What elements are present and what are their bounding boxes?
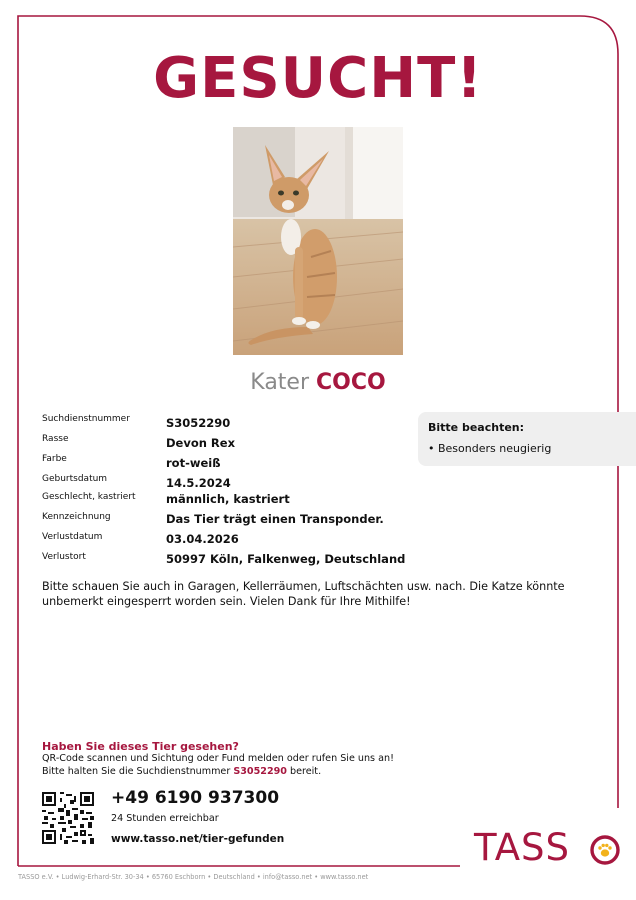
detail-value: 50997 Köln, Falkenweg, Deutschland <box>166 552 406 566</box>
tasso-logo: TASS <box>474 826 571 869</box>
detail-label: Geschlecht, kastriert <box>42 492 136 502</box>
notes-heading: Bitte beachten: <box>428 421 525 434</box>
paw-logo-icon <box>589 834 621 866</box>
pet-name <box>0 370 636 395</box>
availability-text: 24 Stunden erreichbar <box>111 813 219 824</box>
detail-label: Verlustdatum <box>42 532 103 542</box>
pet-name-value: COCO <box>316 370 386 395</box>
contact-instruction: QR-Code scannen und Sichtung oder Fund melden oder rufen Sie uns an! <box>42 753 394 764</box>
detail-value: Devon Rex <box>166 436 236 450</box>
detail-value: 14.5.2024 <box>166 476 231 490</box>
contact-question: Haben Sie dieses Tier gesehen? <box>42 740 239 753</box>
detail-value: männlich, kastriert <box>166 492 290 506</box>
cat-photo <box>233 127 403 355</box>
reference-before: Bitte halten Sie die Suchdienstnummer <box>42 766 234 777</box>
notes-item: • Besonders neugierig <box>428 442 552 455</box>
pet-type: Kater <box>250 370 310 395</box>
footer-address: TASSO e.V. • Ludwig-Erhard-Str. 30-34 • 65760 Eschborn • Deutschland • info@tasso.net • www.tasso.net <box>18 873 369 881</box>
detail-label: Suchdienstnummer <box>42 414 130 424</box>
detail-label: Farbe <box>42 454 67 464</box>
qr-code-icon[interactable] <box>42 792 94 844</box>
contact-reference <box>42 766 321 777</box>
reference-number: S3052290 <box>233 766 287 777</box>
detail-label: Rasse <box>42 434 69 444</box>
website-link[interactable]: www.tasso.net/tier-gefunden <box>111 833 285 845</box>
detail-value: 03.04.2026 <box>166 532 239 546</box>
detail-label: Geburtsdatum <box>42 474 108 484</box>
poster-title: GESUCHT! <box>153 46 483 111</box>
message-line: unbemerkt eingesperrt worden sein. Vielen Dank für Ihre Mithilfe! <box>42 595 411 608</box>
detail-value: Das Tier trägt einen Transponder. <box>166 512 384 526</box>
detail-value: rot-weiß <box>166 456 221 470</box>
detail-label: Verlustort <box>42 552 86 562</box>
phone-number[interactable]: +49 6190 937300 <box>111 788 280 808</box>
detail-label: Kennzeichnung <box>42 512 111 522</box>
notes-box <box>418 412 636 466</box>
message-line: Bitte schauen Sie auch in Garagen, Kellerräumen, Luftschächten usw. nach. Die Katze könnte <box>42 580 565 593</box>
reference-after: bereit. <box>286 766 322 777</box>
message-text <box>42 579 602 609</box>
detail-value: S3052290 <box>166 416 231 430</box>
